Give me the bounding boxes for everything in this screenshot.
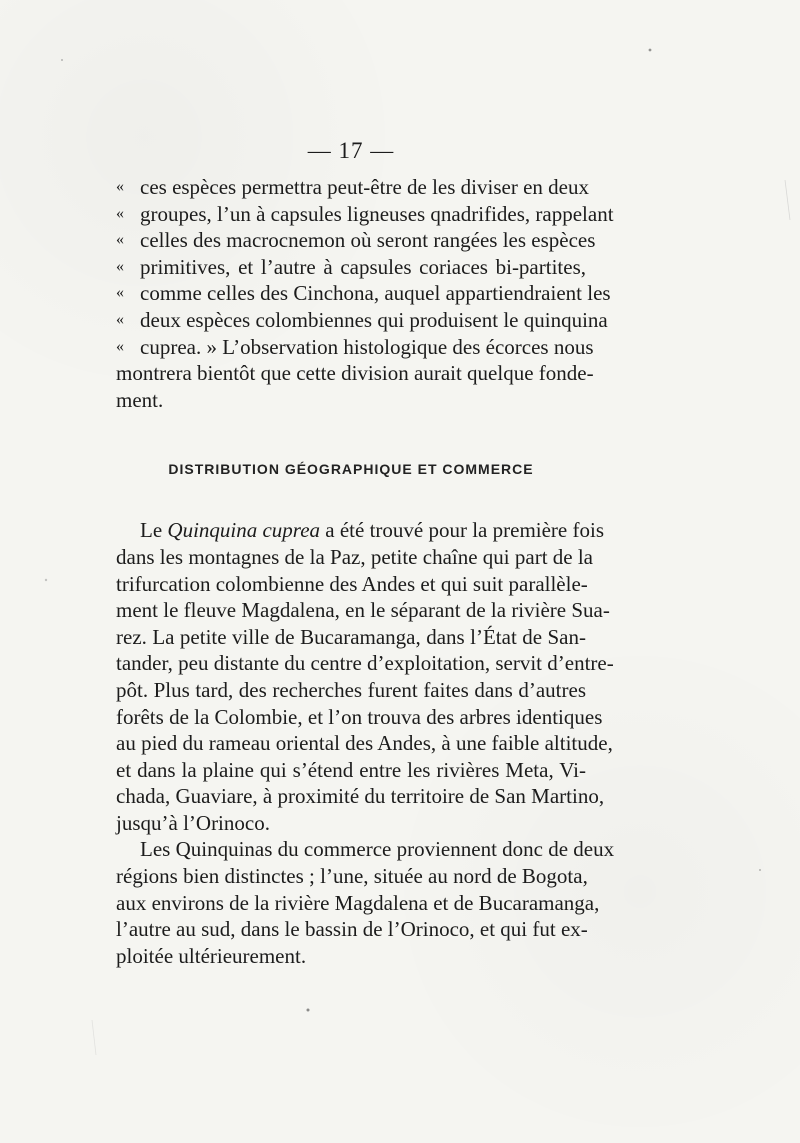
- quote-line-3: « celles des macrocnemon où seront rangées les espèces: [116, 227, 586, 254]
- paragraph-2-line-5: ploitée ultérieurement.: [116, 943, 307, 968]
- paragraph-1-line-9: au pied du rameau oriental des Andes, à une faible altitude,: [116, 731, 613, 756]
- species-name: Quinquina cuprea: [167, 518, 321, 543]
- paragraph-1-line-6: tander, peu distante du centre d’exploitation, servit d’entre-: [116, 651, 614, 676]
- paragraph-1-line-5: rez. La petite ville de Bucaramanga, dans l’État de San-: [116, 624, 586, 649]
- continuation-line-1: montrera bientôt que cette division aurait quelque fonde-: [116, 361, 594, 386]
- paragraph-1-line-7: pôt. Plus tard, des recherches furent faites dans d’autres: [116, 677, 586, 702]
- section-heading: DISTRIBUTION GÉOGRAPHIQUE ET COMMERCE: [168, 461, 534, 478]
- quote-line-5: « comme celles des Cinchona, auquel appartiendraient les: [116, 280, 586, 307]
- continuation-line-2: ment.: [116, 387, 164, 412]
- quote-line-6: « deux espèces colombiennes qui produisent le quinquina: [116, 307, 586, 334]
- paragraph-1-rest: a été trouvé pour la première fois: [320, 518, 604, 543]
- paragraph-1-line-12: jusqu’à l’Orinoco.: [116, 810, 270, 835]
- paragraph-1-first-line: [116, 517, 604, 544]
- paragraph-1-line-4: ment le fleuve Magdalena, en le séparant de la rivière Sua-: [116, 598, 610, 623]
- paragraph-1-line-2: dans les montagnes de la Paz, petite chaîne qui part de la: [116, 544, 594, 569]
- paragraph-1-line-8: forêts de la Colombie, et l’on trouva des arbres identiques: [116, 704, 603, 729]
- quote-end-line: « cuprea. » L’observation histologique des écorces nous: [116, 334, 586, 361]
- paragraph-1-line-11: chada, Guaviare, à proximité du territoire de San Martino,: [116, 784, 605, 809]
- paragraph-2-line-2: régions bien distinctes ; l’une, située au nord de Bogota,: [116, 864, 588, 889]
- page-content: [116, 138, 615, 969]
- paragraph-2-line-3: aux environs de la rivière Magdalena et de Bucaramanga,: [116, 890, 600, 915]
- paragraph-1-line-10: et dans la plaine qui s’étend entre les rivières Meta, Vi-: [116, 757, 586, 782]
- quote-line-4: « primitives, et l’autre à capsules coriaces bi-partites,: [116, 254, 586, 281]
- paragraph-2-line-4: l’autre au sud, dans le bassin de l’Orinoco, et qui fut ex-: [116, 917, 588, 942]
- paragraph-1-lead: Le: [140, 518, 168, 543]
- paragraph-2-first-line: Les Quinquinas du commerce proviennent donc de deux: [140, 837, 615, 862]
- page-number: — 17 —: [307, 138, 395, 163]
- quote-line-2: « groupes, l’un à capsules ligneuses qnadrifides, rappelant: [116, 201, 586, 228]
- quote-line-1: « ces espèces permettra peut-être de les diviser en deux: [116, 174, 586, 201]
- paragraph-1-line-3: trifurcation colombienne des Andes et qui suit parallèle-: [116, 571, 588, 596]
